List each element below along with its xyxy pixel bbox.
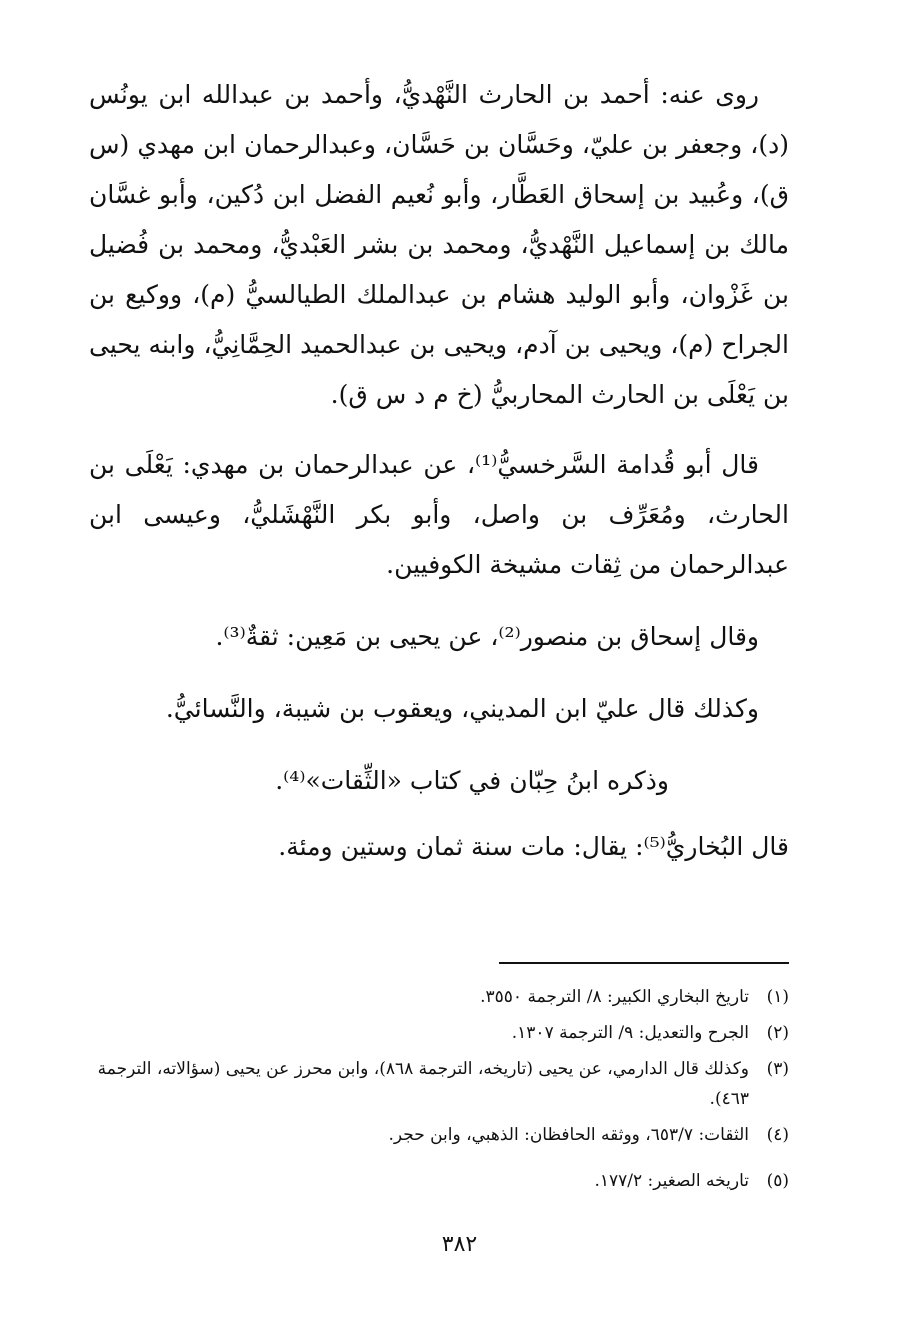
footnote-number: (٣) [766, 1059, 789, 1079]
abu-qudama-paragraph: قال أبو قُدامة السَّرخسيُّ⁽¹⁾، عن عبدالرحمان بن مهدي: يَعْلَى بن الحارث، ومُعَرِّف بن واصل، وأبو بكر النَّهْشَليُّ، وعيسى ابن عبدالرحمان من ثِقات مشيخة الكوفيين. [89, 450, 789, 579]
footnote-number: (١) [766, 987, 789, 1007]
main-text [89, 70, 789, 872]
footnote-4 [89, 1120, 789, 1150]
footnote-text: الثقات: ٦٥٣/٧، ووثقه الحافظان: الذهبي، وابن حجر. [388, 1125, 749, 1145]
footnote-1 [89, 982, 789, 1012]
footnote-3 [89, 1054, 789, 1114]
ali-madini-paragraph: وكذلك قال عليّ ابن المديني، ويعقوب بن شيبة، والنَّسائيُّ. [165, 694, 759, 723]
page-number: ٣٨٢ [441, 1232, 478, 1257]
footnote-5 [89, 1166, 789, 1196]
bukhari-paragraph: قال البُخاريُّ⁽⁵⁾: يقال: مات سنة ثمان وستين ومئة. [278, 832, 789, 861]
footnote-2 [89, 1018, 789, 1048]
footnote-number: (٢) [766, 1023, 789, 1043]
footnote-text: الجرح والتعديل: ٩/ الترجمة ١٣٠٧. [511, 1023, 749, 1043]
footnote-text: تاريخه الصغير: ١٧٧/٢. [594, 1171, 749, 1191]
ishaq-paragraph: وقال إسحاق بن منصور⁽²⁾، عن يحيى بن مَعِين: ثقةٌ⁽³⁾. [215, 622, 759, 651]
footnote-text: وكذلك قال الدارمي، عن يحيى (تاريخه، الترجمة ٨٦٨)، وابن محرز عن يحيى (سؤالاته، الترجمة ٤٦٣). [97, 1059, 749, 1109]
footnote-number: (٤) [766, 1125, 789, 1145]
footnote-separator [499, 962, 789, 964]
footnotes [89, 982, 789, 1202]
footnote-text: تاريخ البخاري الكبير: ٨/ الترجمة ٣٥٥٠. [480, 987, 749, 1007]
ibn-hibban-paragraph: وذكره ابنُ حِبّان في كتاب «الثِّقات»⁽⁴⁾. [275, 766, 669, 795]
narrators-paragraph: روى عنه: أحمد بن الحارث النَّهْديُّ، وأحمد بن عبدالله ابن يونُس (د)، وجعفر بن عليّ، وحَسَّان بن حَسَّان، وعبدالرحمان ابن مهدي (س ق)، وعُبيد بن إسحاق العَطَّار، وأبو نُعيم الفضل ابن دُكين، وأبو غسَّان مالك بن إسماعيل النَّهْديُّ، ومحمد بن بشر العَبْديُّ، ومحمد بن فُضيل بن غَزْوان، وأبو الوليد هشام بن عبدالملك الطيالسيُّ (م)، ووكيع بن الجراح (م)، ويحيى بن آدم، ويحيى بن عبدالحميد الحِمَّانِيُّ، وابنه يحيى بن يَعْلَى بن الحارث المحاربيُّ (خ م د س ق). [89, 80, 789, 409]
footnote-number: (٥) [766, 1171, 789, 1191]
